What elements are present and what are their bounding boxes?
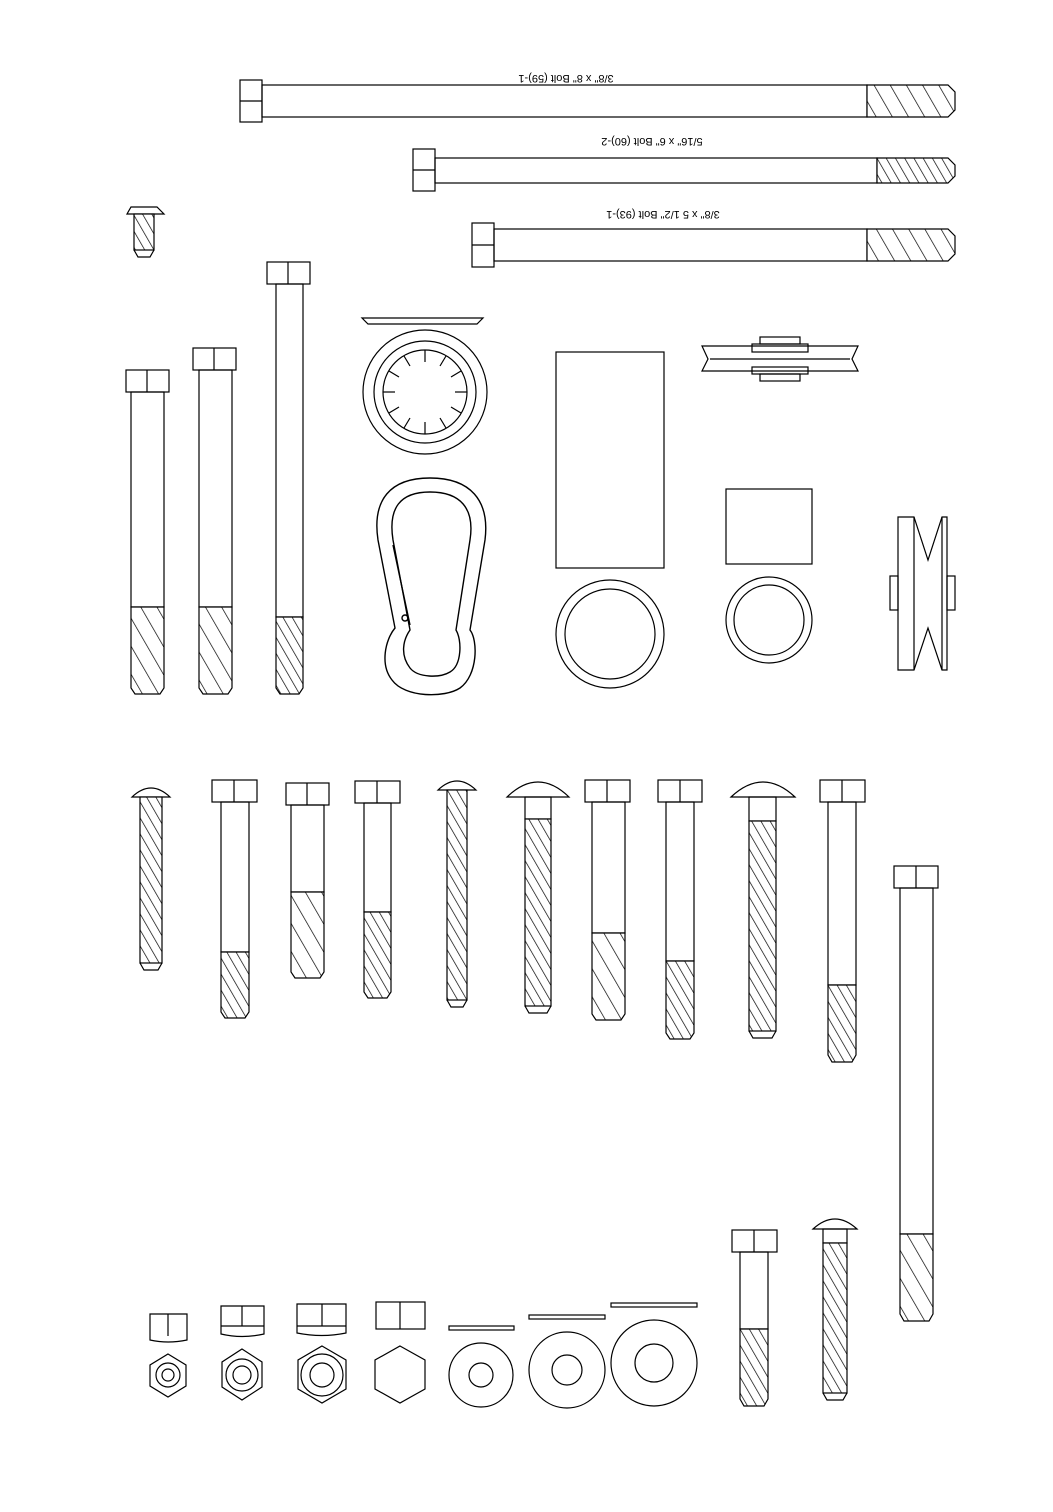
hex-bolt-vertical-3 [267, 262, 310, 694]
bolt-60-horizontal [413, 135, 955, 191]
hex-bolt-row3-1 [212, 780, 257, 1018]
pulley-side-view [702, 337, 858, 381]
long-hex-bolt-right [894, 866, 938, 1321]
lock-nut-medium [221, 1306, 264, 1400]
pulley-edge-view [890, 517, 955, 670]
small-screw [127, 207, 164, 257]
bolt-60-label: 5/16" x 6" Bolt (60)-2 [601, 135, 703, 147]
flat-washer-large [611, 1303, 697, 1406]
hex-bolt-vertical-2 [193, 348, 236, 694]
bolt-59-horizontal [240, 72, 955, 122]
carriage-bolt-2 [438, 781, 476, 1007]
carriage-bolt-3 [507, 782, 569, 1013]
bolt-59-label: 3/8" x 8" Bolt (59)-1 [518, 72, 614, 84]
bolt-93-label: 3/8" x 5 1/2" Bolt (93)-1 [606, 208, 720, 220]
hex-bolt-bottom [732, 1230, 777, 1406]
bolt-93-horizontal [472, 208, 955, 267]
hex-bolt-row3-3 [355, 781, 400, 998]
small-spacer-sleeve [726, 489, 812, 663]
carriage-bolt-4 [731, 782, 795, 1038]
carriage-bolt-bottom [813, 1219, 857, 1400]
hex-bolt-vertical-1 [126, 370, 169, 694]
flat-washer-medium [529, 1315, 605, 1408]
snap-hook [377, 478, 486, 695]
lock-nut-large [297, 1304, 346, 1403]
hex-bolt-row3-2 [286, 783, 329, 978]
lock-nut-small [150, 1314, 187, 1397]
hex-bolt-row3-6 [820, 780, 865, 1062]
hex-bolt-row3-5 [658, 780, 702, 1039]
hex-bolt-row3-4 [585, 780, 630, 1020]
flat-washer-small [449, 1326, 514, 1407]
carriage-bolt-1 [132, 788, 170, 970]
star-lock-washer [362, 318, 487, 454]
large-spacer-sleeve [556, 352, 664, 688]
hex-nut [375, 1302, 425, 1403]
